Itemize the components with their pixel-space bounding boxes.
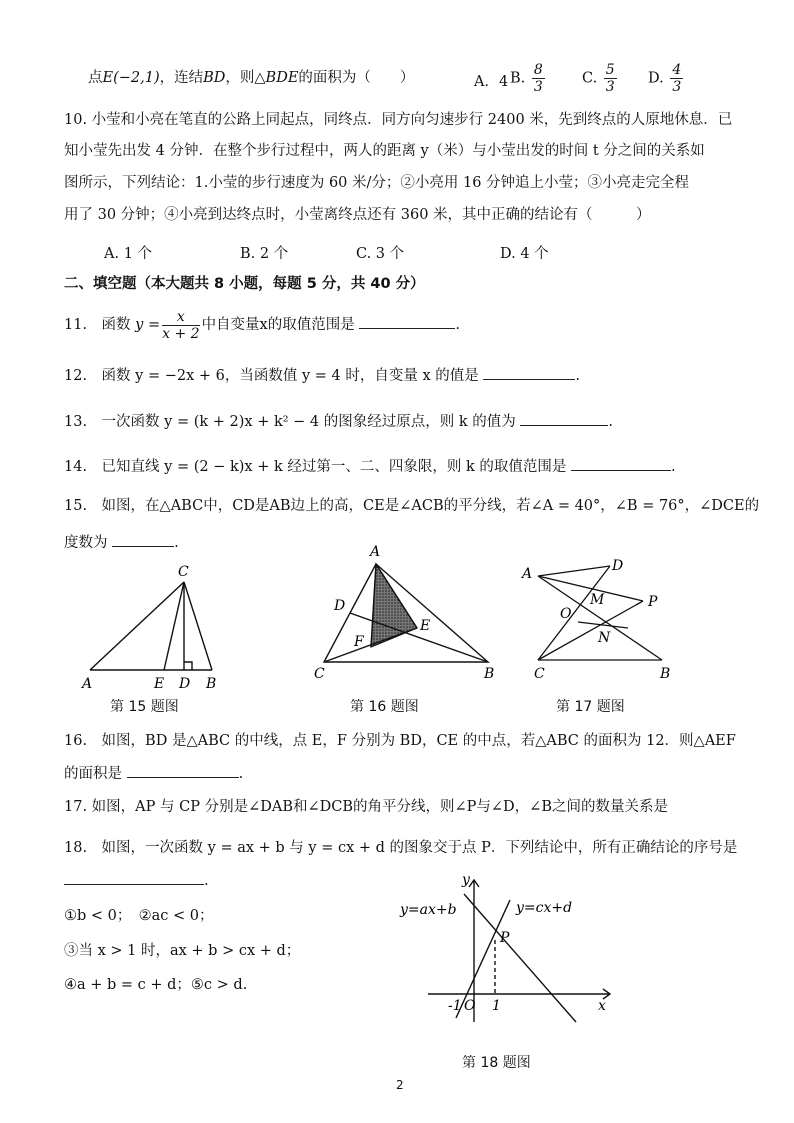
segment-ad bbox=[538, 566, 610, 576]
q9-text-c: ，则△ bbox=[225, 70, 266, 86]
answer-blank[interactable] bbox=[112, 532, 174, 547]
q9-text-d: 的面积为（ ） bbox=[298, 70, 415, 86]
page-number: 2 bbox=[396, 1078, 404, 1092]
q13 bbox=[64, 411, 613, 432]
label-c: C bbox=[178, 564, 189, 580]
frac-den: x + 2 bbox=[162, 325, 200, 342]
right-angle-mark bbox=[184, 662, 192, 670]
q13-text: 13. 一次函数 y = (k + 2)x + k² − 4 的图象经过原点，则 k 的值为 bbox=[64, 414, 516, 430]
figure-15-caption: 第 15 题图 bbox=[110, 699, 179, 715]
q18-line1: 18. 如图，一次函数 y = ax + b 与 y = cx + d 的图象交于点 P．下列结论中，所有正确结论的序号是 bbox=[64, 840, 738, 856]
q10-option-c: C. 3 个 bbox=[356, 246, 405, 262]
q11-frac bbox=[162, 309, 199, 342]
q11 bbox=[64, 305, 460, 345]
label-b: B bbox=[660, 666, 671, 682]
q17: 17. 如图，AP 与 CP 分别是∠DAB和∠DCB的角平分线，则∠P与∠D，∠B之间的数量关系是 bbox=[64, 799, 668, 815]
label-x: x bbox=[598, 998, 606, 1014]
q9-option-d-frac bbox=[670, 62, 683, 95]
q10-line1: 10. 小莹和小亮在笔直的公路上同起点，同终点．同方向匀速步行 2400 米，先到终点的人原地休息．已 bbox=[64, 112, 733, 128]
q16-line2-text: 的面积是 bbox=[64, 766, 122, 782]
segment-cp bbox=[538, 601, 643, 660]
q13-end: . bbox=[608, 414, 613, 430]
q9-option-c-label: C. bbox=[582, 70, 598, 87]
figure-16-caption: 第 16 题图 bbox=[350, 699, 419, 715]
q14-text: 14. 已知直线 y = (2 − k)x + k 经过第一、二、四象限，则 k 的取值范围是 bbox=[64, 459, 567, 475]
q16-line2 bbox=[64, 763, 243, 784]
q11-y: y = bbox=[135, 317, 161, 333]
label-e: E bbox=[154, 676, 165, 692]
frac-num: x bbox=[162, 309, 199, 326]
label-p: P bbox=[500, 930, 510, 946]
figure-15 bbox=[80, 560, 240, 692]
q11-prefix: 11. 函数 bbox=[64, 317, 131, 333]
q11-suffix: 中自变量x的取值范围是 bbox=[201, 317, 355, 333]
figure-18 bbox=[398, 872, 614, 1032]
label-p: P bbox=[648, 594, 658, 610]
section-title: 二、填空题（本大题共 8 小题，每题 5 分，共 40 分） bbox=[64, 276, 425, 292]
q10-line4: 用了 30 分钟；④小亮到达终点时，小莹离终点还有 360 米，其中正确的结论有（ ） bbox=[64, 207, 651, 223]
q10-line2: 知小莹先出发 4 分钟．在整个步行过程中，两人的距离 y（米）与小莹出发的时间 t 分之间的关系如 bbox=[64, 143, 705, 159]
q9-option-b bbox=[510, 62, 547, 95]
q10-option-d: D. 4 个 bbox=[500, 246, 549, 262]
label-minus-one: -1 bbox=[448, 998, 462, 1014]
frac-num: 5 bbox=[605, 62, 615, 78]
q9-option-b-label: B. bbox=[510, 70, 526, 87]
label-b: B bbox=[206, 676, 217, 692]
q9-option-c bbox=[582, 62, 619, 95]
q9-option-d bbox=[648, 62, 685, 95]
label-f: F bbox=[354, 634, 364, 650]
label-d: D bbox=[179, 676, 191, 692]
label-m: M bbox=[590, 592, 605, 608]
q12-text: 12. 函数 y = −2x + 6，当函数值 y = 4 时，自变量 x 的值是 bbox=[64, 368, 479, 384]
figure-16 bbox=[310, 542, 500, 684]
q10-line3: 图所示，下列结论：1.小莹的步行速度为 60 米/分；②小亮用 16 分钟追上小莹；③小亮走完全程 bbox=[64, 175, 690, 191]
answer-blank[interactable] bbox=[127, 763, 239, 778]
q9-point: E(−2,1) bbox=[102, 70, 160, 86]
q9-bde: BDE bbox=[265, 70, 299, 86]
side-ac bbox=[90, 582, 184, 670]
label-a: A bbox=[522, 566, 533, 582]
figure-17 bbox=[518, 556, 678, 682]
label-d: D bbox=[612, 558, 624, 574]
q16-line1: 16. 如图，BD 是△ABC 的中线，点 E，F 分别为 BD，CE 的中点，若△ABC 的面积为 12．则△AEF bbox=[64, 733, 736, 749]
label-c: C bbox=[314, 666, 325, 682]
q18-answer-line bbox=[64, 870, 209, 891]
q9-text-a: 点 bbox=[88, 70, 103, 86]
answer-blank[interactable] bbox=[64, 870, 204, 885]
label-line-2: y=cx+d bbox=[516, 900, 573, 916]
q18-conclusion-3: ④a + b = c + d；⑤c > d. bbox=[64, 977, 248, 993]
q12-end: . bbox=[575, 368, 580, 384]
q9-bd: BD bbox=[203, 70, 226, 86]
q9-option-a: A．4 bbox=[474, 74, 509, 90]
q15-line1: 15. 如图，在△ABC中，CD是AB边上的高，CE是∠ACB的平分线，若∠A = 40°，∠B = 76°，∠DCE的 bbox=[64, 498, 760, 514]
label-origin: O bbox=[464, 998, 476, 1014]
side-bc bbox=[184, 582, 212, 670]
q11-end: . bbox=[455, 317, 460, 333]
q18-conclusion-1: ①b < 0； ②ac < 0； bbox=[64, 908, 214, 924]
frac-den: 3 bbox=[605, 79, 615, 95]
q18-conclusion-2: ③当 x > 1 时，ax + b > cx + d； bbox=[64, 943, 301, 959]
median-bd bbox=[350, 613, 488, 662]
label-y: y bbox=[462, 872, 470, 888]
q18-end: . bbox=[204, 873, 209, 889]
q9-option-d-label: D. bbox=[648, 70, 664, 87]
q9-option-c-frac bbox=[604, 62, 617, 95]
label-one: 1 bbox=[492, 998, 501, 1014]
q10-option-b: B. 2 个 bbox=[240, 246, 289, 262]
q9-tail bbox=[88, 68, 414, 88]
label-e: E bbox=[420, 618, 431, 634]
answer-blank[interactable] bbox=[571, 456, 671, 471]
label-n: N bbox=[598, 630, 611, 646]
label-a: A bbox=[82, 676, 93, 692]
answer-blank[interactable] bbox=[359, 314, 455, 329]
q9-text-b: ，连结 bbox=[159, 70, 204, 86]
q15-line2 bbox=[64, 532, 179, 553]
label-c: C bbox=[534, 666, 545, 682]
label-d: D bbox=[334, 598, 346, 614]
q14 bbox=[64, 456, 676, 477]
frac-num: 4 bbox=[672, 62, 682, 78]
frac-den: 3 bbox=[672, 79, 682, 95]
label-b: B bbox=[484, 666, 495, 682]
q15-end: . bbox=[174, 535, 179, 551]
q12 bbox=[64, 365, 580, 386]
q14-end: . bbox=[670, 459, 676, 475]
q16-end: . bbox=[238, 766, 244, 782]
q15-line2-text: 度数为 bbox=[64, 535, 108, 551]
label-o: O bbox=[560, 606, 572, 622]
answer-blank[interactable] bbox=[483, 365, 575, 380]
label-a: A bbox=[370, 544, 381, 560]
q10-option-a: A. 1 个 bbox=[104, 246, 153, 262]
figure-18-caption: 第 18 题图 bbox=[462, 1055, 531, 1071]
bisector-ce bbox=[164, 582, 184, 670]
frac-den: 3 bbox=[533, 79, 543, 95]
q9-option-b-frac bbox=[532, 62, 545, 95]
segment-ab bbox=[538, 576, 662, 660]
figure-17-caption: 第 17 题图 bbox=[556, 699, 625, 715]
frac-num: 8 bbox=[533, 62, 543, 78]
label-line-1: y=ax+b bbox=[400, 902, 457, 918]
answer-blank[interactable] bbox=[520, 411, 608, 426]
